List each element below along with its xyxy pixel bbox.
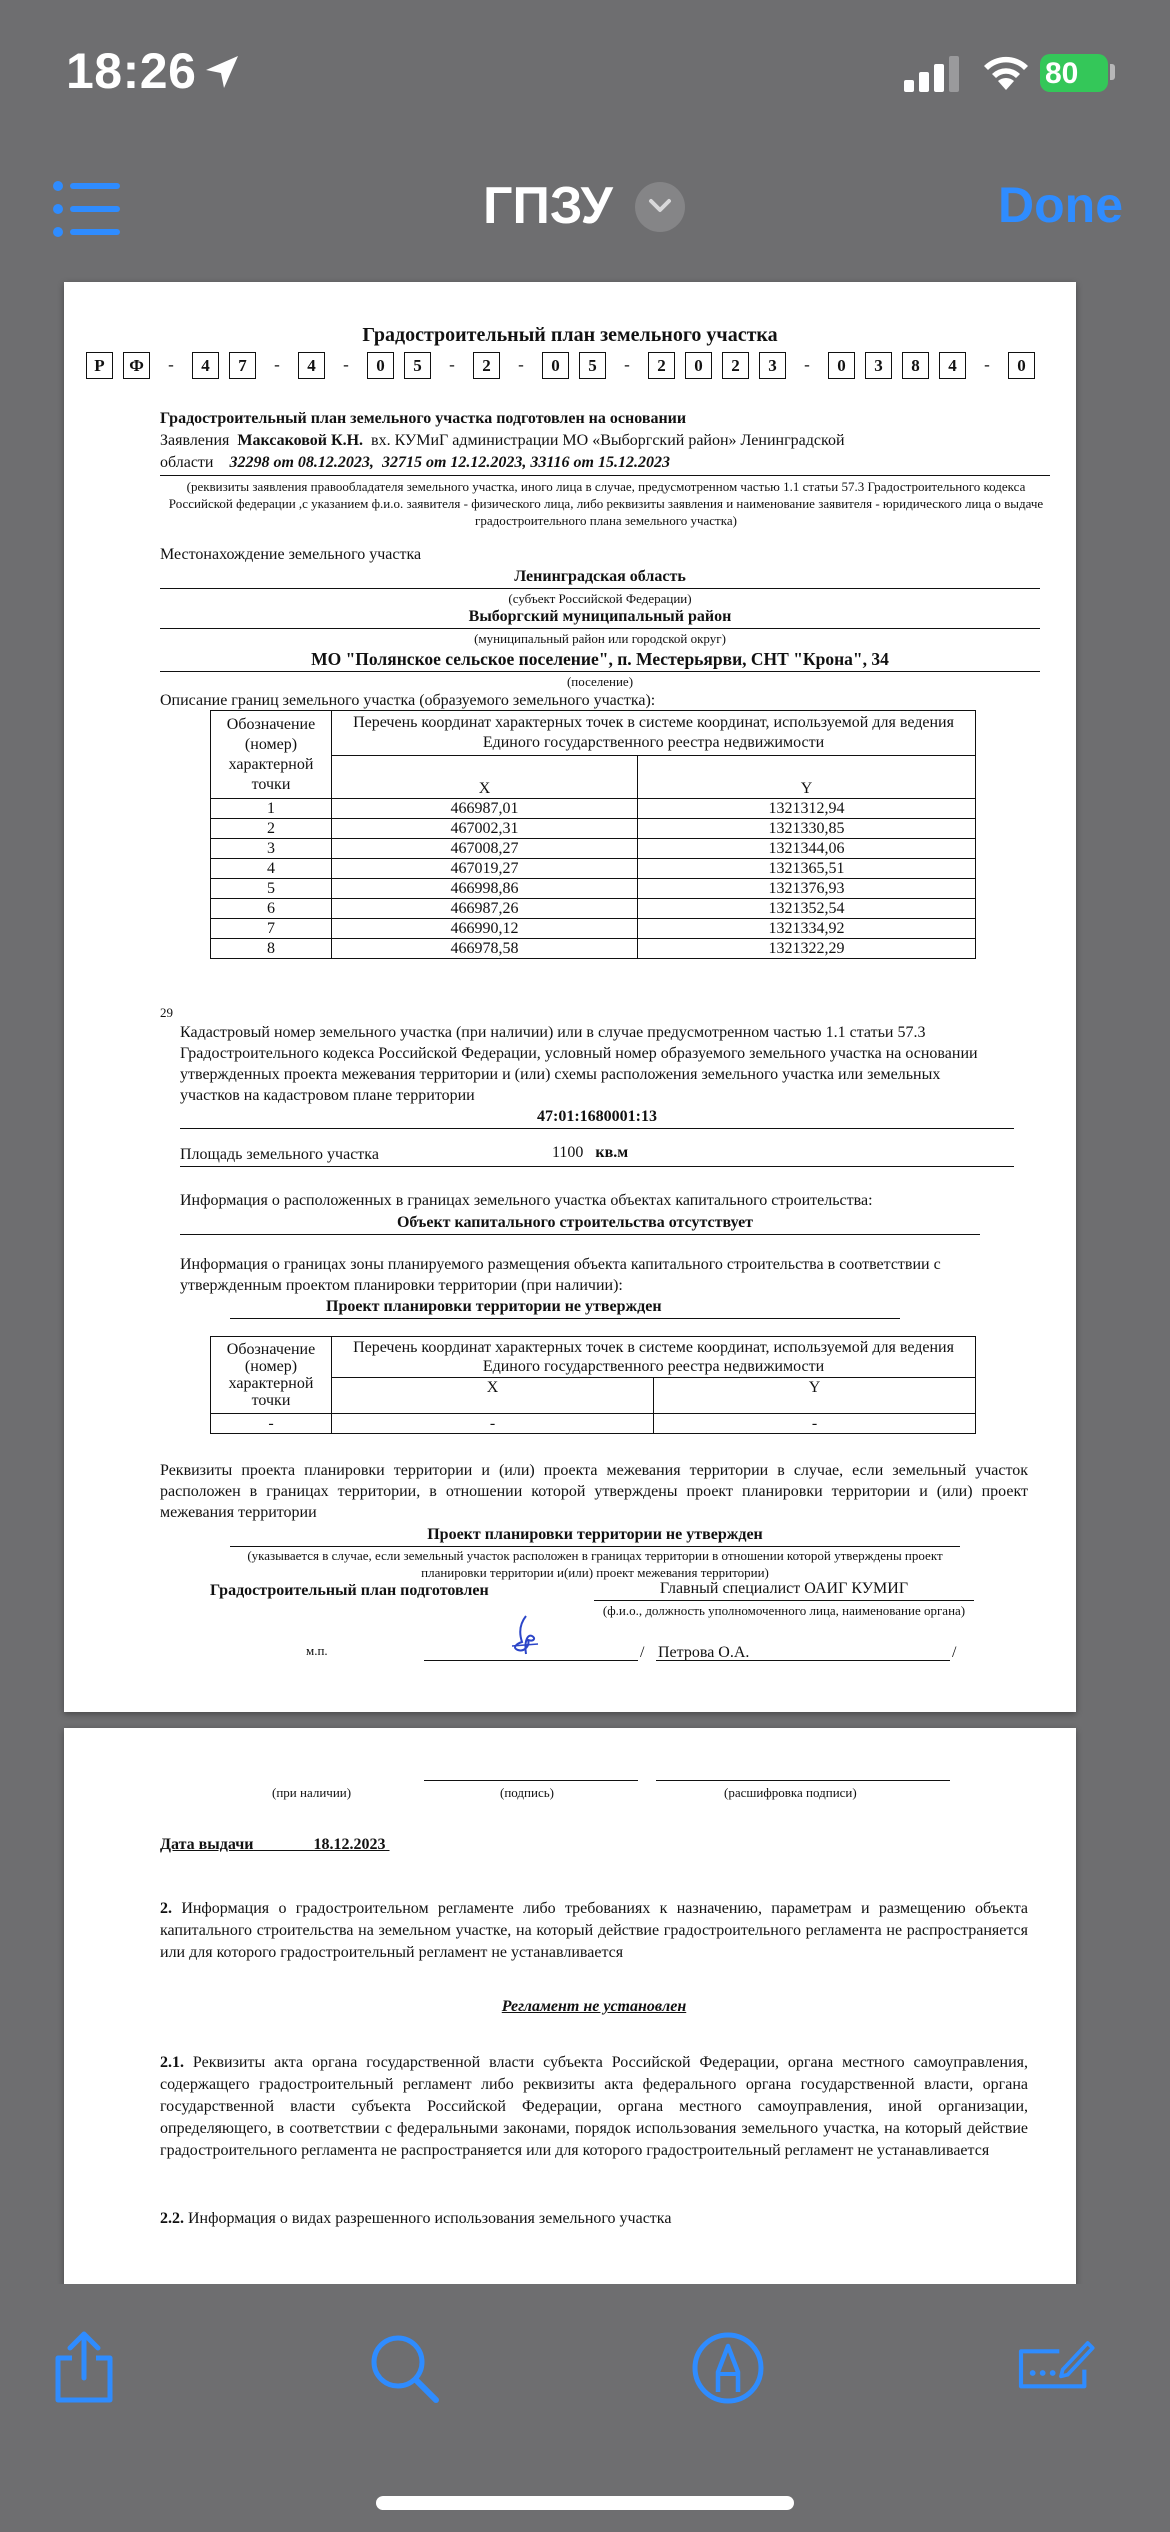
number-cell: 4 xyxy=(939,352,966,379)
prepared-underline xyxy=(594,1600,974,1601)
basis-line-1 xyxy=(160,430,1060,452)
number-cell: 5 xyxy=(404,352,431,379)
number-separator: - xyxy=(984,355,990,374)
number-cell: Р xyxy=(86,352,113,379)
coordinates-table-body xyxy=(211,799,976,959)
number-separator: - xyxy=(343,355,349,374)
application-number-2: 32715 от 12.12.2023, 33116 от 15.12.2023 xyxy=(381,454,670,471)
table2-cell-y: - xyxy=(653,1414,975,1434)
table2-cell-x: - xyxy=(332,1414,654,1434)
table-cell-y: 1321312,94 xyxy=(638,799,976,819)
zone-coordinates-table xyxy=(210,1336,976,1434)
table-cell-x: 467002,31 xyxy=(332,819,638,839)
cadastral-text: Кадастровый номер земельного участка (при наличии) или в случае предусмотренном частью 1.1 статьи 57.3 Градостроительного кодекса Российской Федерации, условный номер образуемого земельного участка на основании утвержденных проекта межевания территории и (или) схемы расположения земельного участка или земельных участков на кадастровом плане территории xyxy=(180,1024,978,1104)
table-row xyxy=(211,899,976,919)
district-underline xyxy=(160,628,1040,629)
list-icon[interactable] xyxy=(52,178,122,240)
number-cell: 2 xyxy=(648,352,675,379)
region: Ленинградская область xyxy=(514,568,686,585)
done-button[interactable]: Done xyxy=(998,177,1123,233)
page-marker: 29 xyxy=(160,1005,173,1020)
p2-sign-line xyxy=(424,1780,638,1781)
table-cell-n: 5 xyxy=(211,879,332,899)
number-cell: 7 xyxy=(229,352,256,379)
table-cell-x: 466998,86 xyxy=(332,879,638,899)
section-2-2-number: 2.2. xyxy=(160,2210,184,2227)
number-separator: - xyxy=(449,355,455,374)
rekv-label: Реквизиты проекта планировки территории и (или) проекта межевания территории в случае, если земельный участок расположен в границах территории, в отношении которой утверждены проект планировки территории и (или) проект межевания территории xyxy=(160,1462,1028,1521)
region-note: (субъект Российской Федерации) xyxy=(508,591,692,606)
number-separator: - xyxy=(274,355,280,374)
section-2-1 xyxy=(160,2052,1028,2162)
search-icon[interactable] xyxy=(364,2328,444,2408)
status-time: 18:26 xyxy=(66,43,197,99)
markup-icon[interactable] xyxy=(688,2328,768,2408)
zone-label: Информация о границах зоны планируемого размещения объекта капитального строительства в соответствии с утвержденным проектом планировки территории (при наличии): xyxy=(180,1256,941,1294)
table-row xyxy=(211,919,976,939)
table-cell-y: 1321334,92 xyxy=(638,919,976,939)
signer-slash: / xyxy=(952,1644,957,1661)
table-cell-x: 467008,27 xyxy=(332,839,638,859)
table-row xyxy=(211,939,976,959)
number-cell: 0 xyxy=(685,352,712,379)
number-cell: 2 xyxy=(473,352,500,379)
cadastral-number: 47:01:1680001:13 xyxy=(537,1108,657,1125)
issue-label: Дата выдачи xyxy=(160,1836,254,1853)
home-indicator xyxy=(376,2496,794,2510)
basis-heading: Градостроительный план земельного участка подготовлен на основании xyxy=(160,410,687,427)
district-note: (муниципальный район или городской округ) xyxy=(474,631,726,646)
number-separator: - xyxy=(624,355,630,374)
table-cell-x: 467019,27 xyxy=(332,859,638,879)
signature-slash: / xyxy=(640,1644,645,1661)
number-separator: - xyxy=(518,355,524,374)
table-cell-x: 466978,58 xyxy=(332,939,638,959)
document-page-2 xyxy=(64,1728,1076,2284)
bottom-toolbar xyxy=(0,2284,1170,2532)
table-cell-n: 3 xyxy=(211,839,332,859)
table-cell-n: 4 xyxy=(211,859,332,879)
capital-underline xyxy=(180,1234,980,1235)
table-row xyxy=(211,839,976,859)
district: Выборгский муниципальный район xyxy=(468,608,732,625)
number-cell: 8 xyxy=(902,352,929,379)
issue-date: 18.12.2023 xyxy=(313,1836,386,1853)
p2-when-note: (при наличии) xyxy=(272,1785,352,1800)
table-cell-x: 466987,01 xyxy=(332,799,638,819)
coordinates-table xyxy=(210,710,976,959)
p2-decode-note: (расшифровка подписи) xyxy=(724,1785,857,1800)
boundary-label: Описание границ земельного участка (образуемого земельного участка): xyxy=(160,692,656,709)
table-header-x: X xyxy=(332,756,638,799)
share-icon[interactable] xyxy=(44,2328,124,2408)
cellular-signal-icon xyxy=(904,56,960,92)
issue-date-line xyxy=(160,1834,389,1856)
section-2-text: Информация о градостроительном регламенте либо требованиях к назначению, параметрам и размещению объекта капитального строительства на земельном участке, на который действие градостроительного регламента не распространяется или для которого градостроительный регламент не устанавливается xyxy=(160,1900,1029,1961)
p2-sign-note: (подпись) xyxy=(500,1785,554,1800)
location-label: Местонахождение земельного участка xyxy=(160,546,422,563)
section-2-value: Регламент не установлен xyxy=(501,1998,687,2015)
document-title[interactable]: ГПЗУ xyxy=(483,177,613,235)
number-cell: 2 xyxy=(722,352,749,379)
title-menu-button[interactable] xyxy=(635,182,685,232)
table-header-y: Y xyxy=(638,756,976,799)
table-row xyxy=(211,859,976,879)
area-value-line xyxy=(552,1142,628,1164)
document-page-1 xyxy=(64,282,1076,1712)
area-label: Площадь земельного участка xyxy=(180,1146,379,1163)
status-bar xyxy=(0,0,1170,150)
section-2-1-text: Реквизиты акта органа государственной власти субъекта Российской Федерации, органа местного самоуправления, содержащего градостроительный регламент либо реквизиты акта федерального органа государственной власти, органа государственной власти субъекта Российской Федерации, органа местного самоуправления, иной организации, определяющего, в соответствии с федеральными законами, порядок использования земельного участка, на который действие градостроительного регламента не распространяется или для которого градостроительный регламент не устанавливается xyxy=(160,2054,1028,2159)
battery-indicator xyxy=(1040,54,1108,92)
number-cell: 4 xyxy=(192,352,219,379)
cadastral-underline xyxy=(180,1128,1014,1129)
document-viewer[interactable] xyxy=(0,274,1170,2284)
section-2-number: 2. xyxy=(160,1900,172,1917)
chevron-down-icon xyxy=(648,198,672,214)
zone-underline xyxy=(230,1318,900,1319)
zone-value: Проект планировки территории не утвержден xyxy=(326,1298,662,1315)
number-cell: 0 xyxy=(828,352,855,379)
number-cell: Ф xyxy=(123,352,150,379)
doc-title: Градостроительный план земельного участка xyxy=(362,324,778,346)
table-cell-n: 2 xyxy=(211,819,332,839)
capital-label: Информация о расположенных в границах земельного участка объектах капитального строительства: xyxy=(180,1192,873,1209)
capital-value: Объект капитального строительства отсутствует xyxy=(396,1214,754,1231)
rekv-note: (указывается в случае, если земельный участок расположен в границах территории в отношении которой утверждены проект планировки территории и(или) проект межевания территории) xyxy=(247,1548,943,1580)
applicant-name: Максаковой К.Н. xyxy=(237,432,364,449)
basis-note: (реквизиты заявления правообладателя земельного участка, иного лица в случае, предусмотренном частью 1.1 статьи 57.3 Градостроительного кодекса Российской федерации ,с указанием ф.и.о. заявителя - физического лица, либо реквизиты заявления и наименование заявителя - юридического лица о выдаче градостроительного плана земельного участка) xyxy=(168,479,1044,528)
number-cell: 5 xyxy=(579,352,606,379)
signature-line xyxy=(424,1660,638,1661)
table2-cell-point: - xyxy=(211,1414,332,1434)
section-2-2 xyxy=(160,2208,1028,2230)
table-cell-n: 7 xyxy=(211,919,332,939)
settlement-note: (поселение) xyxy=(566,674,634,689)
settlement: МО "Полянское сельское поселение", п. Местерьярви, СНТ "Крона", 34 xyxy=(311,649,889,669)
basis-underline xyxy=(160,475,1050,476)
table-cell-n: 1 xyxy=(211,799,332,819)
signature-icon[interactable] xyxy=(1016,2328,1096,2408)
number-cell: 3 xyxy=(865,352,892,379)
region-underline xyxy=(160,588,1040,589)
basis-line-2 xyxy=(160,452,1060,474)
table-cell-y: 1321330,85 xyxy=(638,819,976,839)
table-cell-x: 466990,12 xyxy=(332,919,638,939)
battery-cap xyxy=(1110,64,1115,80)
basis-line2-a: области xyxy=(160,454,214,471)
area-value: 1100 xyxy=(552,1144,584,1161)
section-2-2-text: Информация о видах разрешенного использования земельного участка xyxy=(188,2210,672,2227)
battery-level: 80 xyxy=(1045,57,1079,90)
prepared-label: Градостроительный план подготовлен xyxy=(210,1582,489,1599)
signer-name: Петрова О.А. xyxy=(658,1644,750,1661)
navigation-bar xyxy=(0,150,1170,275)
table-row xyxy=(211,799,976,819)
section-2-1-number: 2.1. xyxy=(160,2054,184,2071)
area-unit: кв.м xyxy=(595,1144,629,1161)
rekv-value: Проект планировки территории не утвержден xyxy=(427,1526,763,1543)
table-row xyxy=(211,819,976,839)
number-cell: 3 xyxy=(759,352,786,379)
table2-header-point: Обозначение (номер) характерной точки xyxy=(211,1337,332,1414)
table-cell-y: 1321376,93 xyxy=(638,879,976,899)
number-cell: 0 xyxy=(367,352,394,379)
number-separator: - xyxy=(804,355,810,374)
number-cell: 0 xyxy=(1008,352,1035,379)
table-header-coords: Перечень координат характерных точек в системе координат, используемой для ведения Единого государственного реестра недвижимости xyxy=(332,711,976,756)
table-cell-y: 1321322,29 xyxy=(638,939,976,959)
table-cell-n: 8 xyxy=(211,939,332,959)
gpzu-number xyxy=(86,352,1045,379)
p2-decode-line xyxy=(656,1780,950,1781)
table-cell-y: 1321344,06 xyxy=(638,839,976,859)
location-arrow-icon xyxy=(202,52,242,92)
table-cell-y: 1321365,51 xyxy=(638,859,976,879)
number-cell: 0 xyxy=(542,352,569,379)
table-cell-n: 6 xyxy=(211,899,332,919)
section-2 xyxy=(160,1898,1028,1964)
basis-line1-b: вх. КУМиГ администрации МО «Выборгский район» Ленинградской xyxy=(371,432,845,449)
application-number-1: 32298 от 08.12.2023, xyxy=(229,454,374,471)
stamp-label: м.п. xyxy=(306,1643,328,1658)
area-underline xyxy=(180,1166,1014,1167)
table-cell-y: 1321352,54 xyxy=(638,899,976,919)
prepared-note: (ф.и.о., должность уполномоченного лица, наименование органа) xyxy=(602,1603,966,1618)
signer-line xyxy=(656,1660,950,1661)
wifi-icon xyxy=(980,50,1032,92)
table-header-point: Обозначение (номер) характерной точки xyxy=(211,711,332,799)
table2-header-coords: Перечень координат характерных точек в системе координат, используемой для ведения Единого государственного реестра недвижимости xyxy=(332,1337,976,1378)
table2-header-y: Y xyxy=(653,1378,975,1414)
number-separator: - xyxy=(168,355,174,374)
number-cell: 4 xyxy=(298,352,325,379)
basis-line1-a: Заявления xyxy=(160,432,230,449)
table-row xyxy=(211,879,976,899)
signature-image xyxy=(504,1612,544,1660)
table-cell-x: 466987,26 xyxy=(332,899,638,919)
prepared-by: Главный специалист ОАИГ КУМИГ xyxy=(659,1580,909,1597)
table2-header-x: X xyxy=(332,1378,654,1414)
settlement-underline xyxy=(160,671,1040,672)
